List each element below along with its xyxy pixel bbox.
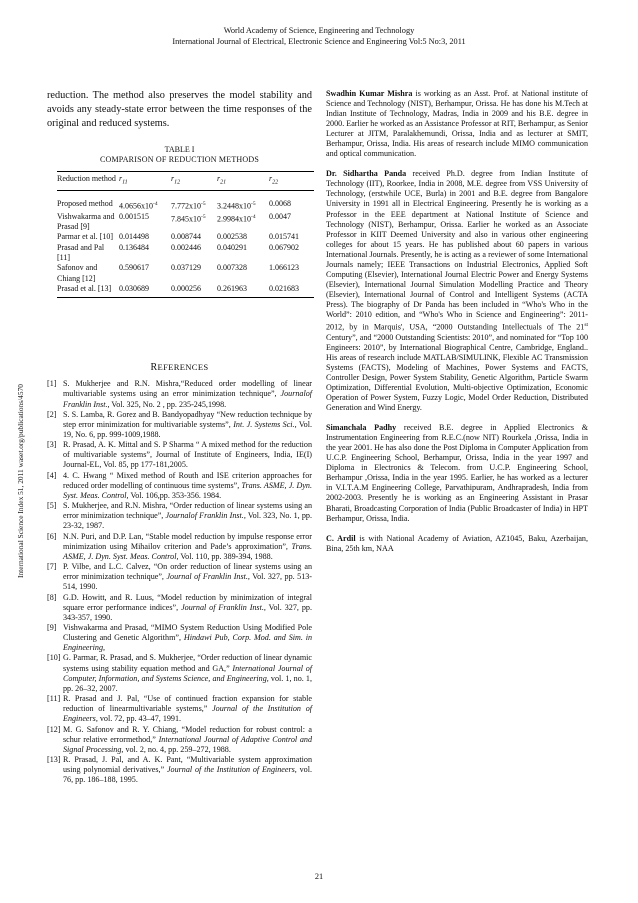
references-list — [47, 379, 312, 785]
value-cell-r21: 0.007328 — [217, 263, 247, 273]
col-header-r21: $r_{21}$ — [217, 172, 269, 191]
reference-item: [3] R. Prasad, A. K. Mittal and S. P Sharma “ A mixed method for the reduction of multivariable systems”, Journal of Institute of Engineers, India, IE(I) Journal-EL, Vol. 85, pp 177-181,2005. — [47, 440, 312, 470]
author-biography: Swadhin Kumar Mishra is working as an Asst. Prof. at National institute of Science and Technology (NIST), Berhampur, Orissa. He has done his M.Tech at Indian Institute of Technology, Madras, India in 2009 and his B.E. degree in 2000. Earlier he worked as an Assistance Professor at RIT, Berhampur, as Senior Lecturer at JITM, Paralakhemundi, Orissa, India and as lecturer at SMIT, Berhampur, Orissa, India. His areas of research include MIMO communication and optical communication. — [326, 89, 588, 159]
reference-item: [11] R. Prasad and J. Pal, “Use of continued fraction expansion for stable reduction of linearmultivariable systems,” Journal of the Institution of Engineers, vol. 72, pp. 43–47, 1991. — [47, 694, 312, 724]
reference-item: [5] S. Mukherjee, and R.N. Mishra, “Order reduction of linear systems using an error minimization technique”, Journalof Franklin Inst., Vol. 323, No. 1, pp. 23-32, 1987. — [47, 501, 312, 531]
reference-item: [12] M. G. Safonov and R. Y. Chiang, “Model reduction for robust control: a schur relative errormethod,” International Journal of Adaptive Control and Signal Processing, vol. 2, no. 4, pp. 259–272, 1988. — [47, 724, 312, 754]
method-cell: Safonov and Chiang [12] — [57, 263, 98, 283]
reference-item: [7] P. Vilbe, and L.C. Calvez, “On order reduction of linear systems using an error minimization technique”, Journal of Franklin Inst., Vol. 327, pp. 513-514, 1990. — [47, 562, 312, 592]
method-cell: Prasad et al. [13] — [57, 284, 119, 298]
method-cell: Prasad and Pal [11] — [57, 242, 105, 263]
side-index-text: International Science Index 51, 2011 waset.org/publications/4570 — [16, 384, 25, 578]
table-row — [57, 263, 314, 284]
page-number: 21 — [314, 872, 324, 881]
right-column-biographies — [326, 89, 588, 564]
value-cell-r12: 0.002446 — [171, 242, 201, 252]
running-header — [0, 25, 638, 47]
value-cell-r12: $7.845x10^{-5}$ — [171, 213, 206, 224]
comparison-table — [57, 171, 314, 298]
reference-item: [10] G. Parmar, R. Prasad, and S. Mukherjee, “Order reduction of linear dynamic systems using stability equation method and GA,” International Journal of Computer, Information, and Systems Science, and Engineering, vol. 1, no. 1, pp. 26–32, 2007. — [47, 653, 313, 693]
author-biography: C. Ardil is with National Academy of Aviation, AZ1045, Baku, Azerbaijan, Bina, 25th km, NAA — [326, 533, 588, 553]
value-cell-r22: 1.066123 — [269, 263, 299, 273]
value-cell-r22: 0.015741 — [269, 232, 299, 242]
value-cell-r21: 0.040291 — [217, 242, 247, 252]
value-cell-r21: 0.002538 — [217, 232, 247, 242]
author-name: C. Ardil — [326, 533, 356, 543]
value-cell-r12: 0.000256 — [171, 284, 217, 298]
value-cell-r11: 0.030689 — [119, 284, 171, 298]
value-cell-r12: $7.772x10^{-5}$ — [171, 200, 206, 211]
table-row — [57, 232, 314, 242]
value-cell-r21: $3.2448x10^{-5}$ — [217, 200, 256, 211]
table-row — [57, 212, 314, 233]
intro-paragraph: reduction. The method also preserves the model stability and avoids any steady-state error between the time responses of the original and reduced systems. — [47, 90, 312, 129]
reference-item: [13] R. Prasad, J. Pal, and A. K. Pant, “Multivariable system approximation using polynomial derivatives,” Journal of the Institution of Engineers, vol. 76, pp. 186–188, 1995. — [47, 755, 312, 785]
reference-item: [9] Vishwakarma and Prasad, “MIMO System Reduction Using Modified Pole Clustering and Genetic Algorithm”, Hindawi Pub, Corp. Mod. and Sim. in Engineering, — [47, 622, 312, 653]
method-cell: Parmar et al. [10] — [57, 232, 113, 242]
journal-line-2: International Journal of Electrical, Electronic Science and Engineering Vol:5 No:3, 2011 — [172, 37, 466, 46]
table-row — [57, 284, 314, 298]
table-title: COMPARISON OF REDUCTION METHODS — [99, 155, 260, 164]
value-cell-r11: 0.136484 — [119, 242, 149, 252]
left-column — [47, 89, 312, 785]
table-header-row — [57, 172, 314, 191]
value-cell-r22: 0.067902 — [269, 242, 299, 252]
journal-line-1: World Academy of Science, Engineering and Technology — [223, 26, 415, 35]
value-cell-r22: 0.021683 — [269, 284, 314, 298]
reference-item: [4] 4. C. Hwang “ Mixed method of Routh and ISE criterion approaches for reduced order modelling of continuous time systems”, Trans. ASME, J. Dyn. Syst. Meas. Control, Vol. 106,pp. 353-356. 1984. — [47, 470, 312, 500]
reference-item: [6] N.N. Puri, and D.P. Lan, “Stable model reduction by impulse response error minimization using Mihailov criterion and Pade’s approximation”, Trans. ASME, J. Dyn. Syst. Meas. Control, Vol. 110, pp. 389-394, 1988. — [47, 531, 312, 561]
reference-item: [8] G.D. Howitt, and R. Luus, “Model reduction by minimization of integral square error performance indices”, Journal of Franklin Inst., Vol. 327, pp. 343-357, 1990. — [47, 592, 312, 622]
author-name: Dr. Sidhartha Panda — [326, 169, 407, 179]
value-cell-r21: $2.9984x10^{-4}$ — [217, 213, 256, 224]
author-biography: Simanchala Padhy received B.E. degree in Applied Electronics & Instrumentation Engineering from R.E.C.(now NIT) Rourkela ,Orissa, India in the year 2001. He has also done the Post Diploma in Computer Application from U.C.P. Engineering School, Berhampur, Orissa, India in the year 1997 and Diploma in Electronics & Telecom. from U.C.P. Engineering School, Berhampur ,Orissa, India in the year 1995. Earlier, he has worked as a lecturer in V.I.T.A.M Engineering College, Parvathipuram, Andhrapradesh, India from 2002-2003. Presently he is working as an Engineering Assistant in Prasar Bharati, Broadcasting Corporation of India (Public Broadcaster of India) in HPT Berhampur, Orissa, India. — [326, 423, 588, 523]
col-header-r12: $r_{12}$ — [171, 172, 217, 191]
col-header-r11: $r_{11}$ — [119, 172, 171, 191]
value-cell-r11: 0.001515 — [119, 211, 149, 221]
author-name: Simanchala Padhy — [326, 423, 397, 433]
reference-item: [2] S. S. Lamba, R. Gorez and B. Bandyopadhyay “New reduction technique by step error minimization for multivariable systems”, Int. J. Systems Sci., Vol. 19, No. 6, pp. 999-1009,1988. — [47, 409, 312, 439]
method-cell: Proposed method — [57, 198, 113, 208]
table-row — [57, 243, 314, 264]
value-cell-r12: 0.008744 — [171, 232, 201, 242]
reference-item: [1] S. Mukherjee and R.N. Mishra,“Reduced order modelling of linear multivariable systems using an error minimization technique”, Journalof Franklin Inst., Vol. 325, No. 2 , pp. 235-245,1998. — [47, 379, 312, 409]
author-biography: Dr. Sidhartha Panda received Ph.D. degree from Indian Institute of Technology (IIT), Roorkee, India in 2008, M.E. degree from VSS University of Technology, (erstwhile UCE, Burla) in 2001 and B.E. degree from Bangalore University in 1991 all in Electrical Engineering. Presently he is working as a Professor in the EEE department at National Institute of Science and Technology (NIST), Berhampur, Orissa. Earlier he worked as an Associate Professor in KIIT Deemed University and also in various other engineering colleges for about 15 years. He has published about 60 papers in various International Journals. Presently, he is acting as a reviewer of some International Journals namely; IEEE Transactions on Industrial Electronics, Applied Soft Computing (Elsevier), International Journal Electric Power and Energy Systems (Elsevier), International Journal Simulation Modelling Practice and Theory (Elsevier), International Journal of Control and Intelligent Systems (ACTA Press). The biography of Dr Panda has been included in “Who's Who in the World”: 2010 edition, and “Who's Who in Science and Engineering”: 2011-2012, by in Marquis', USA, “2000 Outstanding Intellectuals of The 21st Century”, and “2000 Outstanding Scientists: 2010”, and nominated for “Top 100 Engineers: 2010”, by International Biographical Centre, Cambridge, England.. His areas of research include MATLAB/SIMULINK, Flexible AC Transmission Systems (FACTS), Modeling of Machines, Power Systems and FACTS, Controller Design, Power System Stability, Genetic Algorithm, Particle Swarm Optimization, Differential Evolution, Multi-objective Optimization, Economic Operation of Power System, Fuzzy Logic, Model Order Reduction, Distributed Generation and Wind Energy. — [326, 169, 588, 413]
table-row — [57, 190, 314, 211]
value-cell-r11: $4.0656x10^{-4}$ — [119, 200, 158, 211]
references-heading: REFERENCES — [150, 362, 209, 374]
value-cell-r22: 0.0047 — [269, 211, 291, 221]
value-cell-r21: 0.261963 — [217, 284, 269, 298]
author-name: Swadhin Kumar Mishra — [326, 89, 413, 98]
value-cell-r12: 0.037129 — [171, 263, 201, 273]
table-number: TABLE I — [164, 145, 195, 154]
method-cell: Vishwakarma and Prasad [9] — [57, 211, 115, 232]
value-cell-r11: 0.014498 — [119, 232, 149, 242]
value-cell-r22: 0.0068 — [269, 198, 291, 208]
col-header-method: Reduction method — [57, 172, 119, 191]
value-cell-r11: 0.590617 — [119, 263, 149, 273]
col-header-r22: $r_{22}$ — [269, 172, 314, 191]
